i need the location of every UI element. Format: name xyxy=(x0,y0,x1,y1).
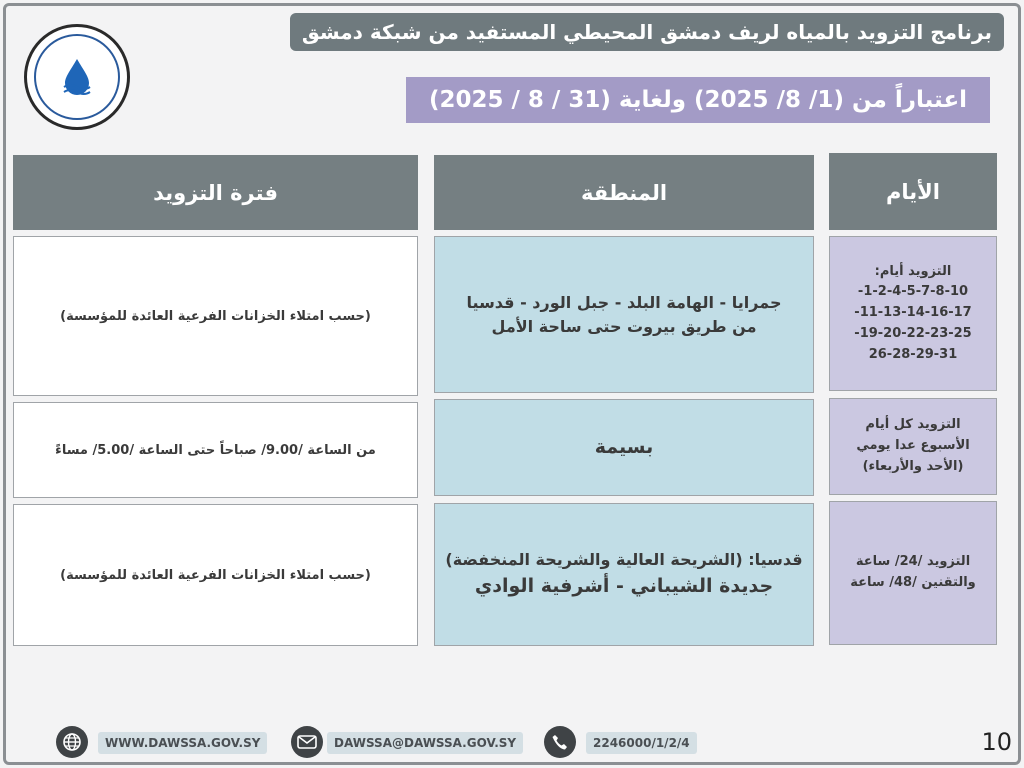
column-header-days: الأيام xyxy=(829,153,997,230)
area-line: قدسيا: (الشريحة العالية والشريحة المنخفضة) xyxy=(445,550,803,570)
website-link[interactable]: WWW.DAWSSA.GOV.SY xyxy=(98,732,267,754)
mail-icon xyxy=(291,726,323,758)
globe-icon xyxy=(56,726,88,758)
days-line: التزويد أيام: xyxy=(874,263,952,279)
water-drop-icon xyxy=(60,57,94,97)
period-cell-row-1: (حسب امتلاء الخزانات الفرعية العائدة للمؤسسة) xyxy=(13,236,418,396)
phone-number[interactable]: 2246000/1/2/4 xyxy=(586,732,697,754)
area-line: جمرايا - الهامة البلد - جبل الورد - قدسيا xyxy=(466,292,782,312)
days-line: (الأحد والأربعاء) xyxy=(862,458,964,474)
days-line: التزويد كل أيام xyxy=(865,417,961,433)
days-line: 19-20-22-23-25- xyxy=(854,325,972,341)
period-cell-row-2: من الساعة /9.00/ صباحاً حتى الساعة /5.00/ مساءً xyxy=(13,402,418,498)
area-line: من طريق بيروت حتى ساحة الأمل xyxy=(491,316,757,336)
days-cell-row-1 xyxy=(829,236,997,391)
days-line: 1-2-4-5-7-8-10- xyxy=(857,284,969,300)
area-cell-row-3 xyxy=(434,503,814,646)
area-cell-row-2 xyxy=(434,399,814,496)
column-header-period: فترة التزويد xyxy=(13,155,418,230)
days-line: والتقنين /48/ ساعة xyxy=(850,575,976,590)
page-number: 10 xyxy=(981,728,1012,756)
days-cell-row-3 xyxy=(829,501,997,645)
phone-icon xyxy=(544,726,576,758)
days-line: 11-13-14-16-17- xyxy=(854,305,972,321)
column-header-area: المنطقة xyxy=(434,155,814,230)
days-line: التزويد /24/ ساعة xyxy=(855,554,971,570)
page-title: برنامج التزويد بالمياه لريف دمشق المحيطي المستفيد من شبكة دمشق xyxy=(290,13,1004,51)
date-range: اعتباراً من (1/ 8/ 2025) ولغاية (31 / 8 / 2025) xyxy=(406,77,990,123)
area-line: جديدة الشيباني - أشرفية الوادي xyxy=(474,575,774,598)
area-cell-row-1 xyxy=(434,236,814,393)
area-line: بسيمة xyxy=(594,436,654,459)
organization-logo xyxy=(24,24,130,130)
days-cell-row-2 xyxy=(829,398,997,495)
days-line: الأسبوع عدا يومي xyxy=(856,438,970,454)
period-cell-row-3: (حسب امتلاء الخزانات الفرعية العائدة للمؤسسة) xyxy=(13,504,418,646)
days-line: 26-28-29-31 xyxy=(868,346,958,362)
email-link[interactable]: DAWSSA@DAWSSA.GOV.SY xyxy=(327,732,523,754)
